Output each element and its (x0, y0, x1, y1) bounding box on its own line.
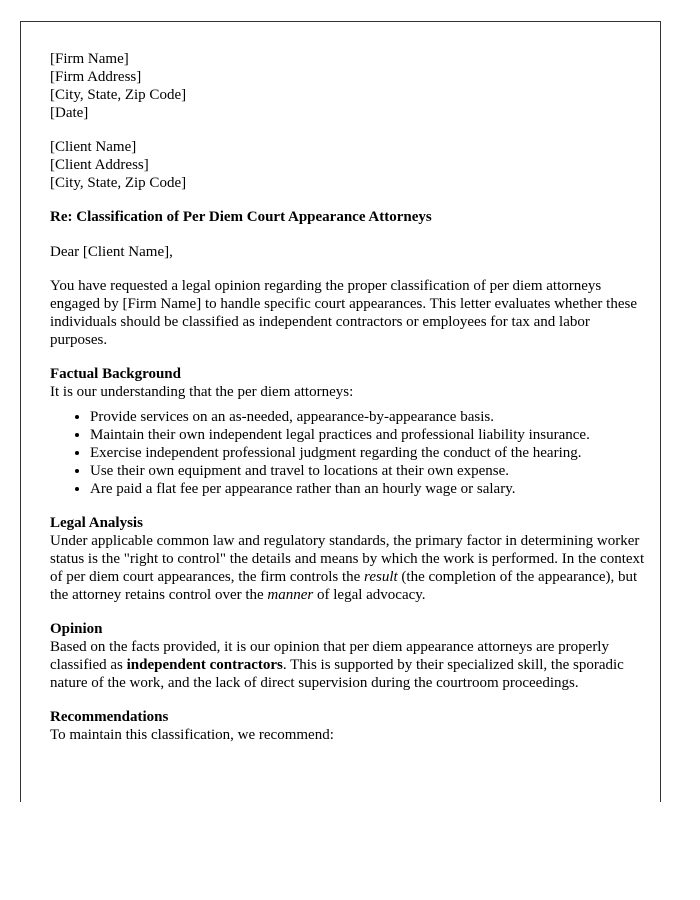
opinion-section (50, 620, 645, 692)
salutation: Dear [Client Name], (50, 244, 173, 260)
list-item: • Maintain their own independent legal practices and professional liability insurance. (90, 426, 645, 444)
opinion-heading: Opinion (50, 621, 103, 637)
opinion-text-part: Based on the facts provided, it is our opinion that per diem appearance attorneys are properly classified as (50, 639, 609, 673)
sender-city-state-zip: [City, State, Zip Code] (50, 87, 187, 103)
legal-analysis-text-part: Under applicable common law and regulatory standards, the primary factor in determining worker status is the "right to control" the details and means by which the work is performed. In the context of per diem court appearances, the firm controls the (50, 533, 645, 585)
recommendations-heading: Recommendations (50, 709, 169, 725)
legal-analysis-section (50, 514, 645, 604)
sender-block (50, 50, 645, 122)
opinion-emphasis: independent contractors (126, 657, 283, 673)
legal-analysis-text (50, 533, 644, 603)
factual-background-list (50, 408, 645, 498)
list-item: • Provide services on an as-needed, appearance-by-appearance basis. (90, 408, 645, 426)
recommendations-lead: To maintain this classification, we recommend: (50, 727, 334, 743)
opinion-text-part: . This is supported by their specialized skill, the sporadic nature of the work, and the lack of direct supervision during the courtroom proceedings. (50, 657, 624, 691)
legal-analysis-text-part: (the completion of the appearance), but the attorney retains control over the (50, 569, 638, 603)
list-item: • Use their own equipment and travel to locations at their own expense. (90, 462, 645, 480)
letter-date: [Date] (50, 105, 89, 121)
factual-background-heading: Factual Background (50, 366, 181, 382)
recipient-client-name: [Client Name] (50, 139, 137, 155)
factual-background-section (50, 365, 645, 498)
letter-body (50, 50, 645, 744)
legal-analysis-emphasis-manner: manner (267, 587, 314, 603)
legal-analysis-emphasis-result: result (364, 569, 398, 585)
legal-analysis-text-part: of legal advocacy. (313, 587, 426, 603)
list-item: • Are paid a flat fee per appearance rather than an hourly wage or salary. (90, 480, 645, 498)
letter-frame (20, 21, 661, 802)
list-item: • Exercise independent professional judgment regarding the conduct of the hearing. (90, 444, 645, 462)
subject-line: Re: Classification of Per Diem Court Appearance Attorneys (50, 209, 432, 225)
legal-analysis-heading: Legal Analysis (50, 515, 143, 531)
recipient-city-state-zip: [City, State, Zip Code] (50, 175, 187, 191)
intro-paragraph: You have requested a legal opinion regarding the proper classification of per diem attorneys engaged by [Firm Name] to handle specific court appearances. This letter evaluates whether these individuals should be classified as independent contractors or employees for tax and labor purposes. (50, 278, 637, 348)
recipient-client-address: [Client Address] (50, 157, 149, 173)
sender-firm-address: [Firm Address] (50, 69, 142, 85)
recommendations-section (50, 708, 645, 744)
recipient-block (50, 138, 645, 192)
sender-firm-name: [Firm Name] (50, 51, 129, 67)
opinion-text (50, 639, 624, 691)
factual-background-lead: It is our understanding that the per diem attorneys: (50, 384, 354, 400)
